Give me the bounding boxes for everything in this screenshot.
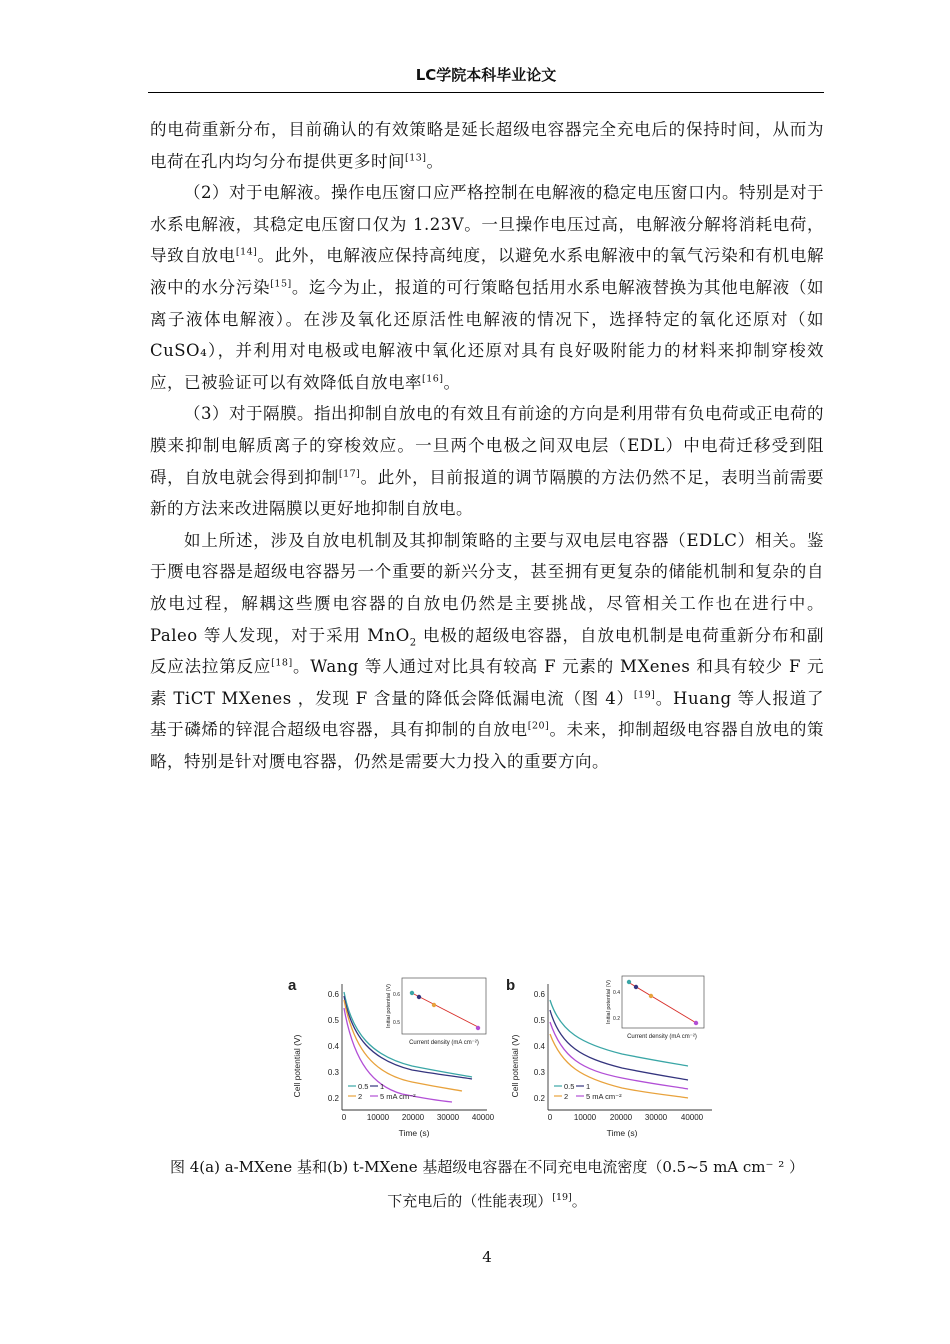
panel-b-inset: [606, 976, 704, 1040]
citation: [19]: [633, 689, 656, 701]
panel-b-legend-label: 2: [564, 1092, 569, 1101]
panel-b: [506, 976, 712, 1138]
panel-a-ytick: 0.6: [327, 990, 339, 999]
panel-b-xtick: 10000: [573, 1113, 597, 1122]
panel-b-legend-label: 0.5: [564, 1082, 575, 1091]
panel-a-inset-ytick: 0.6: [393, 992, 400, 998]
text-run: 。Wang 等人通过对比具有较高 F 元素的 MXenes 和具有较少 F 元素 TiCT MXenes ，发现 F 含量的降低会降低漏电流（图 4）: [150, 657, 824, 708]
panel-a-ytick: 0.4: [327, 1042, 339, 1051]
panel-a-inset-frame: [402, 978, 486, 1034]
panel-a-tag: a: [288, 977, 297, 994]
panel-b-ytick: 0.6: [533, 990, 545, 999]
text-run: （2）对于电解液。操作电压窗口应严格控制在电解液的稳定电压窗口内。特别是对于水系电解液，其稳定电压窗口仅为 1.23V。一旦操作电压过高，电解液分解将消耗电荷，导致自放电: [150, 183, 824, 266]
panel-b-tag: b: [506, 977, 516, 994]
figure-caption-line-2: [150, 1190, 824, 1211]
text-run: 如上所述，涉及自放电机制及其抑制策略的主要与双电层电容器（EDLC）相关。鉴于赝电容器是超级电容器另一个重要的新兴分支，甚至拥有更复杂的储能机制和复杂的自放电过程，解耦这些赝电容器的自放电仍然是主要挑战，尽管相关工作也在进行中。Paleo 等人发现，对于采用 MnO: [150, 530, 824, 645]
panel-b-inset-ylabel: Initial potential (V): [606, 979, 612, 1025]
panel-a-inset-point: [432, 1003, 436, 1007]
panel-b-inset-point: [634, 985, 638, 989]
panel-a-inset: [386, 978, 486, 1046]
panel-b-xlabel: Time (s): [606, 1128, 638, 1138]
caption-text: 下充电后的（性能表现）: [387, 1192, 553, 1210]
panel-b-xtick: 30000: [644, 1113, 668, 1122]
panel-b-inset-ytick: 0.2: [613, 1016, 620, 1022]
panel-b-legend-label: 5 mA cm⁻²: [586, 1092, 622, 1101]
panel-a-inset-point: [417, 995, 421, 999]
panel-a-legend-label: 1: [380, 1082, 385, 1091]
panel-a: [288, 977, 495, 1138]
text-run: 。此外，电解液应保持高纯度，以避免水系电解液中的氧气污染和有机电解液中的水分污染: [150, 246, 825, 297]
panel-a-inset-point: [410, 991, 414, 995]
caption-end: 。: [571, 1192, 587, 1210]
panel-a-inset-point: [476, 1026, 480, 1030]
running-header: LC学院本科毕业论文: [415, 66, 557, 84]
text-run: 。此外，目前报道的调节隔膜的方法仍然不足，表明当前需要新的方法来改进隔膜以更好地抑制自放电。: [150, 467, 825, 519]
body-text: [150, 114, 824, 777]
panel-b-inset-xlabel: Current density (mA cm⁻²): [627, 1034, 697, 1040]
panel-a-inset-ylabel: Initial potential (V): [386, 983, 392, 1029]
panel-b-xtick: 0: [547, 1113, 553, 1122]
text-run: 。迄今为止，报道的可行策略包括用水系电解液替换为其他电解液（如离子液体电解液）。在涉及氧化还原活性电解液的情况下，选择特定的氧化还原对（如 CuSO₄），并利用对电极或电解液中氧化还原对具有良好吸附能力的材料来抑制穿梭效应，已被验证可以有效降低自放电率: [150, 277, 825, 392]
figure-4: [282, 974, 722, 1144]
panel-a-legend-label: 5 mA cm⁻²: [380, 1092, 416, 1101]
citation: [18]: [271, 657, 293, 669]
panel-b-ytick: 0.4: [533, 1042, 545, 1051]
panel-b-ytick: 0.5: [533, 1016, 545, 1025]
panel-b-inset-point: [694, 1021, 698, 1025]
panel-a-xtick: 0: [341, 1113, 347, 1122]
panel-b-xtick: 20000: [609, 1113, 633, 1122]
panel-b-ylabel: Cell potential (V): [510, 1034, 520, 1098]
panel-a-xtick: 20000: [401, 1113, 425, 1122]
panel-a-xtick: 30000: [436, 1113, 460, 1122]
panel-b-inset-point: [649, 994, 653, 998]
subscript: 2: [409, 636, 417, 648]
paragraph-3: [150, 398, 824, 524]
paragraph-2: [150, 177, 824, 398]
panel-a-ytick: 0.5: [327, 1016, 339, 1025]
paragraph-4: [150, 525, 824, 778]
header-rule: [148, 92, 824, 93]
panel-b-inset-ytick: 0.4: [613, 990, 620, 996]
citation: [15]: [270, 278, 292, 290]
panel-b-inset-point: [627, 980, 631, 984]
text-run: 。: [443, 372, 461, 392]
panel-b-ytick: 0.2: [533, 1094, 545, 1103]
text-run: 。Huang 等人报道了基于磷烯的锌混合超级电容器，具有抑制的自放电: [150, 688, 824, 740]
citation: [17]: [338, 468, 361, 480]
text-run: 。: [426, 151, 444, 171]
panel-a-xtick: 10000: [366, 1113, 390, 1122]
text-run: 电极的超级电容器，自放电机制是电荷重新分布和副反应法拉第反应: [150, 625, 824, 677]
panel-b-legend-label: 1: [586, 1082, 591, 1091]
citation: [14]: [235, 246, 258, 258]
text-run: （3）对于隔膜。指出抑制自放电的有效且有前途的方向是利用带有负电荷或正电荷的膜来抑制电解质离子的穿梭效应。一旦两个电极之间双电层（EDL）中电荷迁移受到阻碍，自放电就会得到抑制: [150, 404, 824, 487]
text-run: 。未来，抑制超级电容器自放电的策略，特别是针对赝电容器，仍然是需要大力投入的重要方向。: [150, 720, 825, 771]
paragraph-1: [150, 114, 824, 177]
text-run: 的电荷重新分布，目前确认的有效策略是延长超级电容器完全充电后的保持时间，从而为电荷在孔内均匀分布提供更多时间: [150, 120, 824, 171]
panel-a-ytick: 0.3: [327, 1068, 339, 1077]
panel-a-xlabel: Time (s): [398, 1128, 430, 1138]
panel-a-ylabel: Cell potential (V): [292, 1034, 302, 1098]
panel-a-inset-ytick: 0.5: [393, 1020, 400, 1026]
panel-a-legend-label: 0.5: [358, 1082, 369, 1091]
citation: [16]: [422, 373, 444, 385]
panel-a-xtick: 40000: [471, 1113, 495, 1122]
panel-a-ytick: 0.2: [327, 1094, 339, 1103]
panel-b-xtick: 40000: [680, 1113, 704, 1122]
figure-caption-line-1: 图 4(a) a-MXene 基和(b) t-MXene 基超级电容器在不同充电电流密度（0.5~5 mA cm⁻ ² ）: [169, 1158, 804, 1176]
citation: [13]: [405, 152, 427, 164]
panel-b-ytick: 0.3: [533, 1068, 545, 1077]
figure-4-svg: [282, 974, 722, 1144]
caption-citation: [19]: [552, 1192, 572, 1203]
citation: [20]: [527, 720, 550, 732]
panel-a-legend-label: 2: [358, 1092, 363, 1101]
page-number: 4: [482, 1248, 492, 1266]
panel-a-inset-xlabel: Current density (mA cm⁻²): [409, 1040, 479, 1046]
